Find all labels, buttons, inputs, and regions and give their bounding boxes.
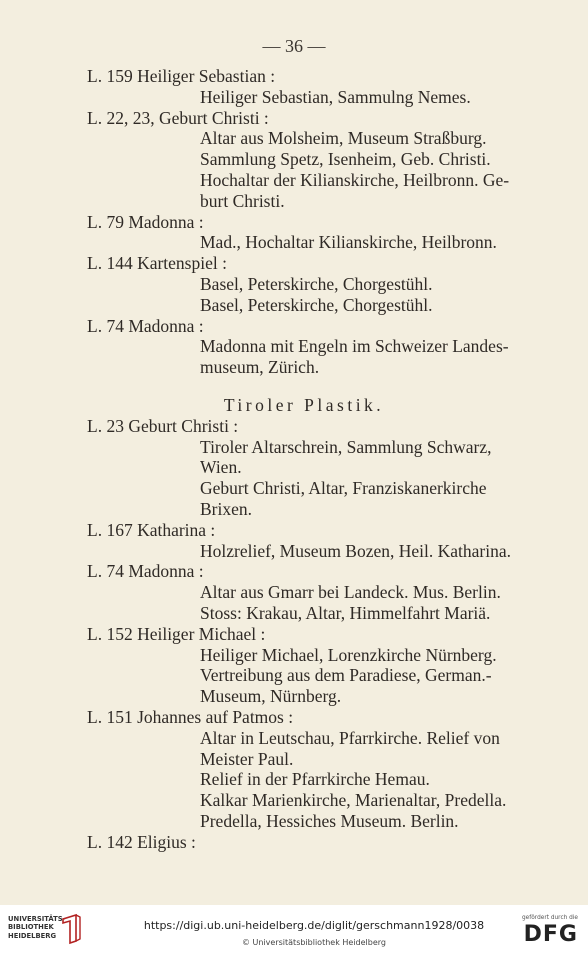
- permalink-link[interactable]: https://digi.ub.uni-heidelberg.de/diglit/gerschmann1928/0038: [143, 919, 485, 932]
- library-line: BIBLIOTHEK: [8, 923, 54, 932]
- entry-heading: L. 152 Heiliger Michael :: [87, 623, 266, 644]
- entry-line: Relief in der Pfarrkirche Hemau.: [200, 769, 430, 790]
- entry-line: Museum, Nürnberg.: [200, 686, 342, 707]
- entry-line: Altar in Leutschau, Pfarrkirche. Relief von: [200, 727, 500, 748]
- entry-line: Altar aus Molsheim, Museum Straßburg.: [200, 128, 487, 149]
- entry-line: Vertreibung aus dem Paradiese, German.-: [200, 665, 492, 686]
- entry-line: Stoss: Krakau, Altar, Himmelfahrt Mariä.: [200, 602, 491, 623]
- entry-heading: L. 159 Heiliger Sebastian :: [87, 66, 276, 86]
- entry-line: Predella, Hessiches Museum. Berlin.: [200, 810, 459, 831]
- entry-line: Mad., Hochaltar Kilianskirche, Heilbronn.: [200, 232, 497, 253]
- entry-line: burt Christi.: [200, 190, 285, 211]
- entry-line: Hochaltar der Kilianskirche, Heilbronn. Ge-: [200, 169, 510, 190]
- entry-line: Wien.: [200, 457, 242, 478]
- entry-line: Brixen.: [200, 498, 253, 519]
- entry-line: Kalkar Marienkirche, Marienaltar, Predella.: [200, 790, 507, 811]
- entry-line: Heiliger Michael, Lorenzkirche Nürnberg.: [200, 644, 497, 665]
- entry-line: Meister Paul.: [200, 748, 294, 769]
- entry-heading: L. 23 Geburt Christi :: [87, 415, 239, 436]
- entry-heading: L. 167 Katharina :: [87, 519, 216, 540]
- entry-line: museum, Zürich.: [200, 357, 320, 378]
- entry-heading: L. 74 Madonna :: [87, 315, 204, 336]
- page-number: — 36 —: [262, 36, 326, 56]
- entry-line: Sammlung Spetz, Isenheim, Geb. Christi.: [200, 149, 491, 170]
- entry-heading: L. 22, 23, Geburt Christi :: [87, 107, 269, 128]
- entry-line: Basel, Peterskirche, Chorgestühl.: [200, 273, 433, 294]
- entry-heading: L. 74 Madonna :: [87, 561, 204, 582]
- entry-line: Madonna mit Engeln im Schweizer Landes-: [200, 336, 509, 357]
- entry-heading: L. 151 Johannes auf Patmos :: [87, 706, 294, 727]
- entry-heading: L. 142 Eligius :: [87, 831, 196, 852]
- entry-line: Basel, Peterskirche, Chorgestühl.: [200, 294, 433, 315]
- copyright-text: © Universitätsbibliothek Heidelberg: [241, 938, 386, 947]
- entry-heading: L. 79 Madonna :: [87, 211, 204, 232]
- entry-line: Altar aus Gmarr bei Landeck. Mus. Berlin.: [200, 582, 501, 603]
- library-line: HEIDELBERG: [8, 931, 57, 940]
- page-text: [0, 66, 588, 852]
- entries-part-2: [0, 416, 588, 853]
- entry-line: Heiliger Sebastian, Sammulng Nemes.: [200, 86, 471, 107]
- entry-line: Geburt Christi, Altar, Franziskanerkirche: [200, 478, 487, 499]
- dfg-logo: DFG: [523, 922, 578, 947]
- library-line: UNIVERSITÄTS-: [8, 915, 66, 923]
- section-heading: Tiroler Plastik.: [223, 394, 385, 415]
- entry-line: Tiroler Altarschrein, Sammlung Schwarz,: [200, 436, 492, 457]
- entry-line: Holzrelief, Museum Bozen, Heil. Katharina.: [200, 540, 512, 561]
- viewer-footer: [0, 905, 588, 953]
- entry-heading: L. 144 Kartenspiel :: [87, 253, 227, 274]
- entries-part-1: [0, 66, 588, 378]
- dfg-note: gefördert durch die: [521, 915, 578, 921]
